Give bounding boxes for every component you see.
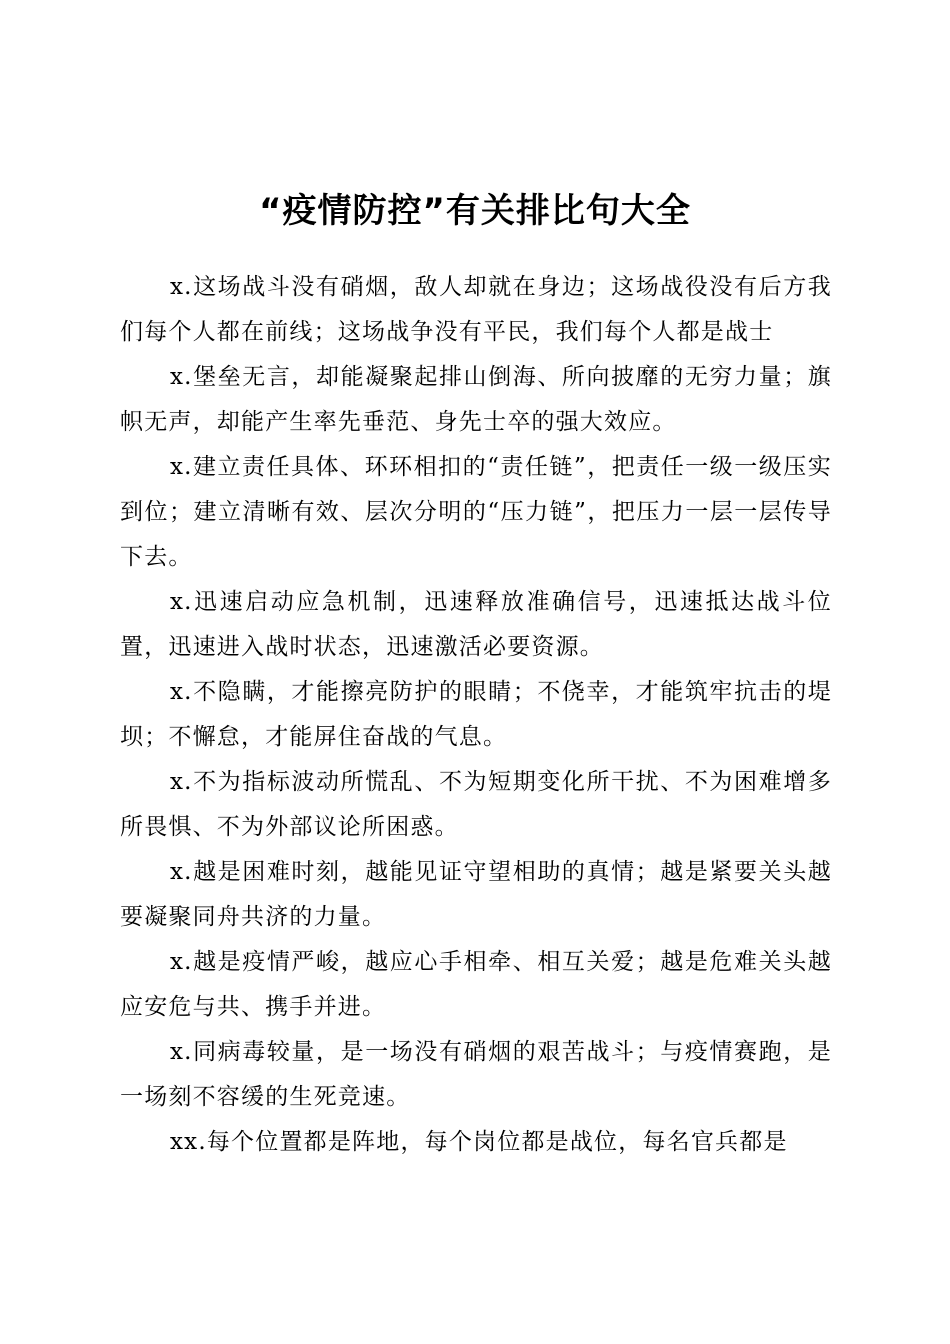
paragraph: x.建立责任具体、环环相扣的“责任链”，把责任一级一级压实到位；建立清晰有效、层次分明的“压力链”，把压力一层一层传导下去。 — [120, 454, 832, 570]
paragraph: x.越是疫情严峻，越应心手相牵、相互关爱；越是危难关头越应安危与共、携手并进。 — [120, 949, 832, 1020]
paragraph: x.不隐瞒，才能擦亮防护的眼睛；不侥幸，才能筑牢抗击的堤坝；不懈怠，才能屏住奋战的气息。 — [120, 679, 832, 750]
paragraph: x.越是困难时刻，越能见证守望相助的真情；越是紧要关头越要凝聚同舟共济的力量。 — [120, 859, 832, 930]
document-title: “疫情防控”有关排比句大全 — [259, 191, 691, 231]
paragraph: x.同病毒较量，是一场没有硝烟的艰苦战斗；与疫情赛跑，是一场刻不容缓的生死竞速。 — [120, 1039, 832, 1110]
paragraph: xx.每个位置都是阵地，每个岗位都是战位，每名官兵都是 — [170, 1129, 788, 1155]
paragraph: x.这场战斗没有硝烟，敌人却就在身边；这场战役没有后方我们每个人都在前线；这场战争没有平民，我们每个人都是战士 — [120, 274, 832, 345]
paragraph: x.不为指标波动所慌乱、不为短期变化所干扰、不为困难增多所畏惧、不为外部议论所困惑。 — [120, 769, 832, 840]
paragraph: x.堡垒无言，却能凝聚起排山倒海、所向披靡的无穷力量；旗帜无声，却能产生率先垂范、身先士卒的强大效应。 — [120, 364, 832, 435]
paragraph: x.迅速启动应急机制，迅速释放准确信号，迅速抵达战斗位置，迅速进入战时状态，迅速激活必要资源。 — [120, 589, 832, 660]
document-body — [120, 265, 832, 1165]
